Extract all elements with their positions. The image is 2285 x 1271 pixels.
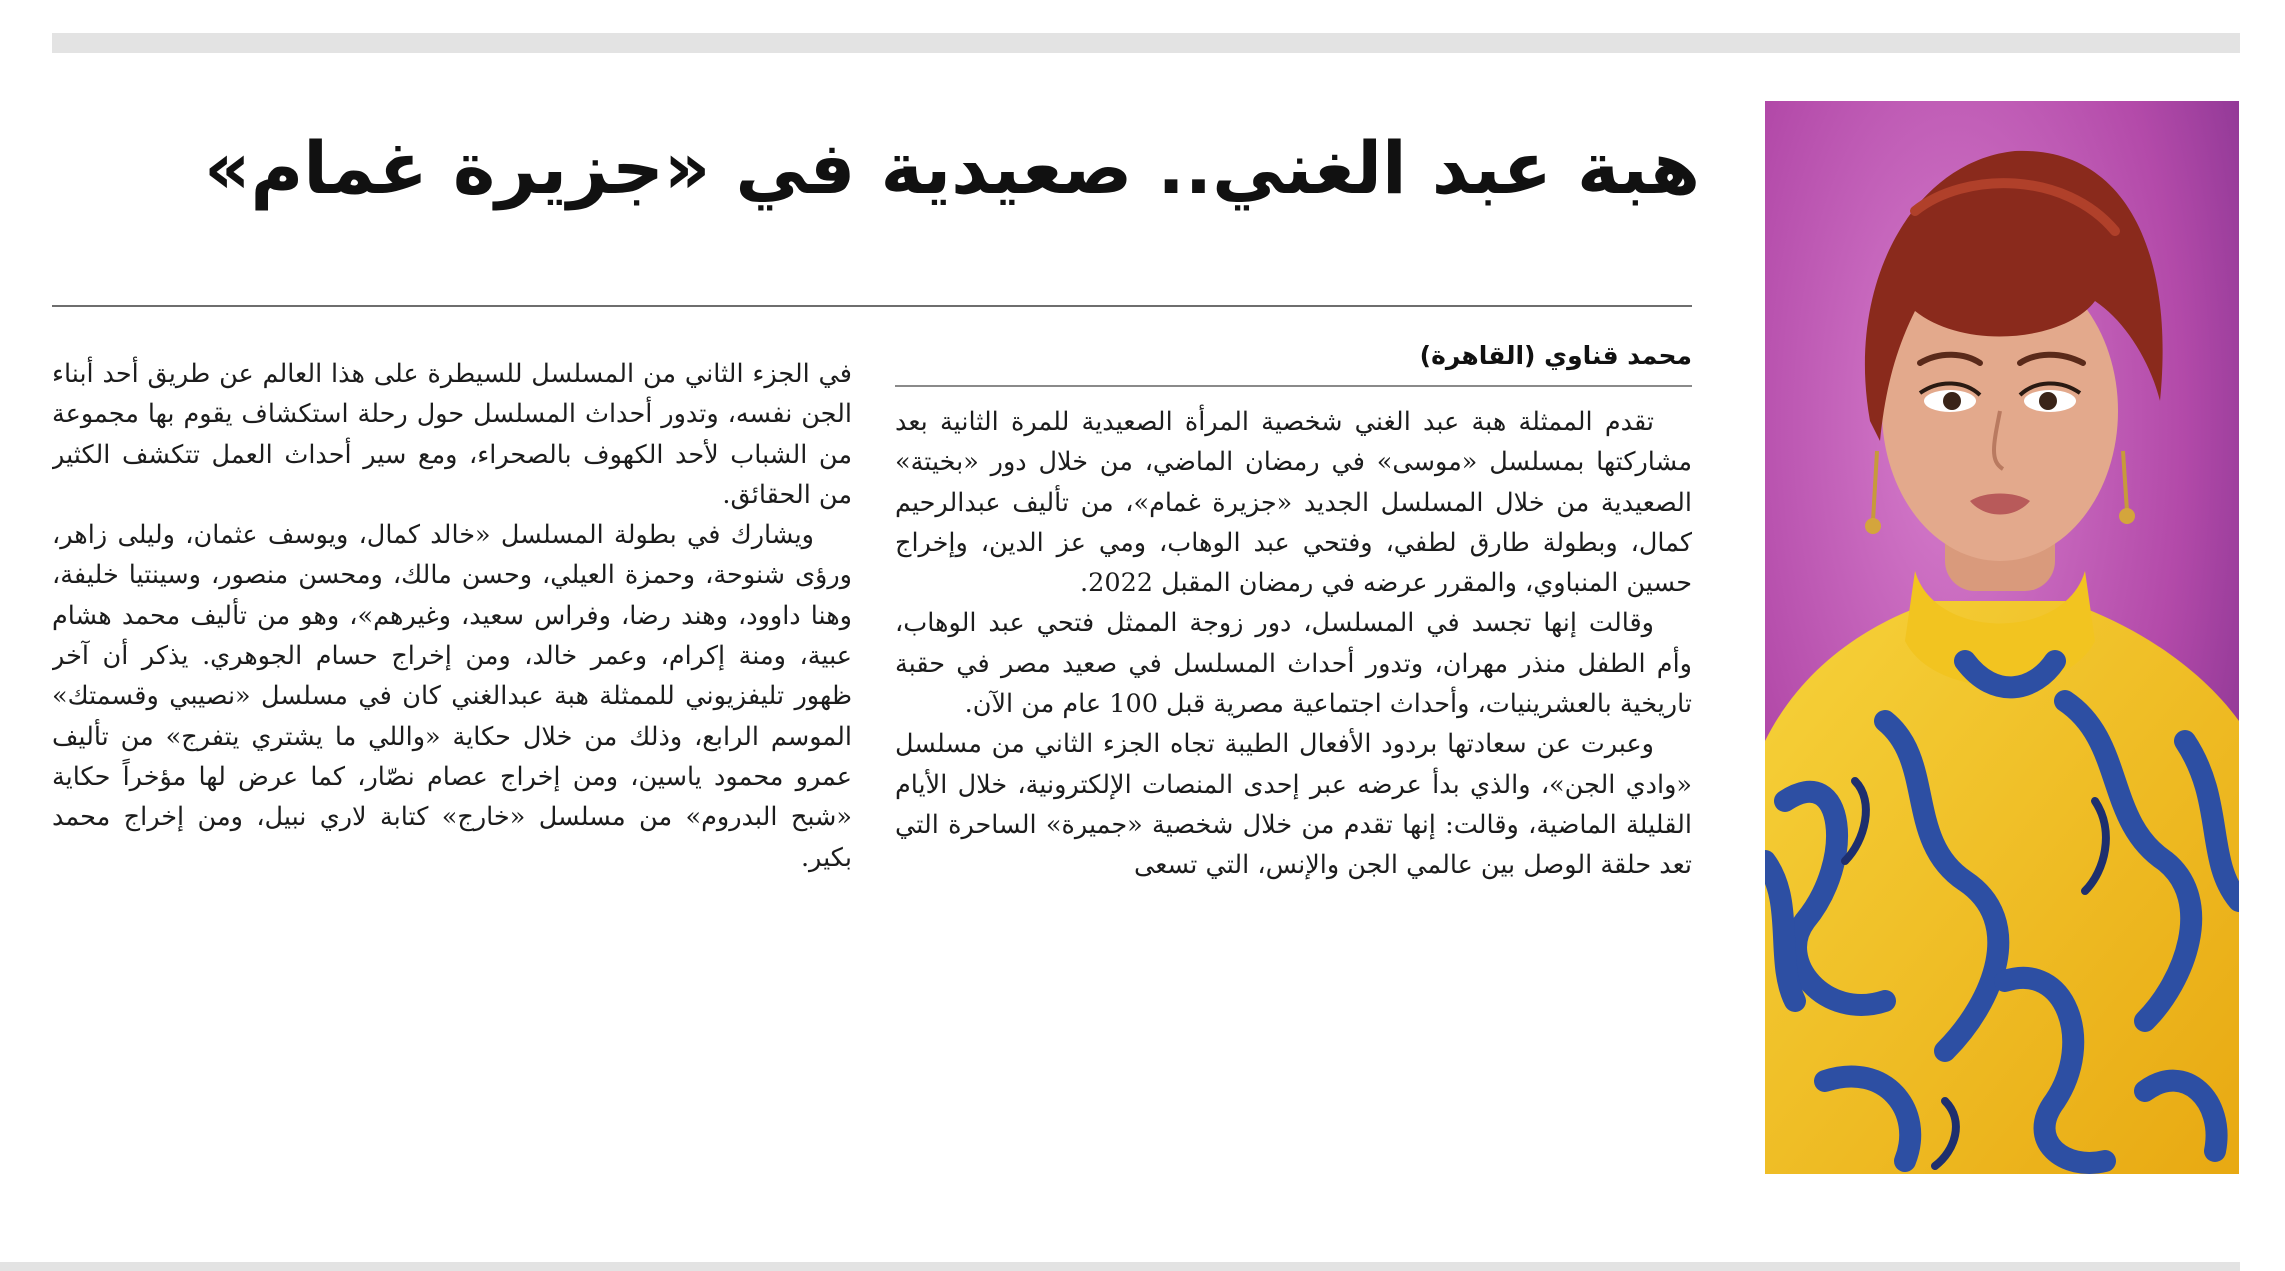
bottom-page-rule [0, 1262, 2240, 1271]
top-page-rule [52, 33, 2240, 53]
paragraph: وقالت إنها تجسد في المسلسل، دور زوجة الممثل فتحي عبد الوهاب، وأم الطفل منذر مهران، وتدور أحداث المسلسل في صعيد مصر في حقبة تاريخية بالعشرينيات، وأحداث اجتماعية مصرية قبل 100 عام من الآن. [895, 608, 1692, 720]
headline-divider [52, 305, 1692, 307]
actress-portrait-photo [1765, 101, 2239, 1174]
article-column-left [52, 354, 852, 1184]
paragraph: تقدم الممثلة هبة عبد الغني شخصية المرأة الصعيدية للمرة الثانية بعد مشاركتها بمسلسل «موسى» في رمضان الماضي، من خلال دور «بخيتة» الصعيدية من خلال المسلسل الجديد «جزيرة غمام»، من تأليف عبدالرحيم كمال، وبطولة طارق لطفي، وفتحي عبد الوهاب، ومي عز الدين، وإخراج حسين المنباوي، والمقرر عرضه في رمضان المقبل 2022. [895, 407, 1692, 599]
paragraph: وعبرت عن سعادتها بردود الأفعال الطيبة تجاه الجزء الثاني من مسلسل «وادي الجن»، والذي بدأ عرضه عبر إحدى المنصات الإلكترونية، خلال الأيام القليلة الماضية، وقالت: إنها تقدم من خلال شخصية «جميرة» الساحرة التي تعد حلقة الوصل بين عالمي الجن والإنس، التي تسعى [895, 729, 1692, 881]
paragraph: ويشارك في بطولة المسلسل «خالد كمال، ويوسف عثمان، وليلى زاهر، ورؤى شنوحة، وحمزة العيلي، وحسن مالك، ومحسن منصور، وسينتيا خليفة، وهنا داوود، وهند رضا، وفراس سعيد، وغيرهم»، وهو من تأليف محمد هشام عبية، ومنة إكرام، وعمر خالد، ومن إخراج حسام الجوهري. يذكر أن آخر ظهور تليفزيوني للممثلة هبة عبدالغني كان في مسلسل «نصيبي وقسمتك» الموسم الرابع، وذلك من خلال حكاية «واللي ما يشتري يتفرج» من تأليف عمرو محمود ياسين، ومن إخراج عصام نصّار، كما عرض لها مؤخراً حكاية «شبح البدروم» من مسلسل «خارج» كتابة لاري نبيل، ومن إخراج محمد بكير. [52, 520, 852, 873]
byline-divider [895, 385, 1692, 387]
paragraph: في الجزء الثاني من المسلسل للسيطرة على هذا العالم عن طريق أحد أبناء الجن نفسه، وتدور أحداث المسلسل حول رحلة استكشاف يقوم بها مجموعة من الشباب لأحد الكهوف بالصحراء، ومع سير أحداث العمل تتكشف الكثير من الحقائق. [52, 359, 852, 510]
article-column-right [895, 402, 1692, 1192]
article-headline: هبة عبد الغني.. صعيدية في «جزيرة غمام» [203, 126, 1700, 210]
article-byline: محمد قناوي (القاهرة) [1419, 341, 1692, 370]
